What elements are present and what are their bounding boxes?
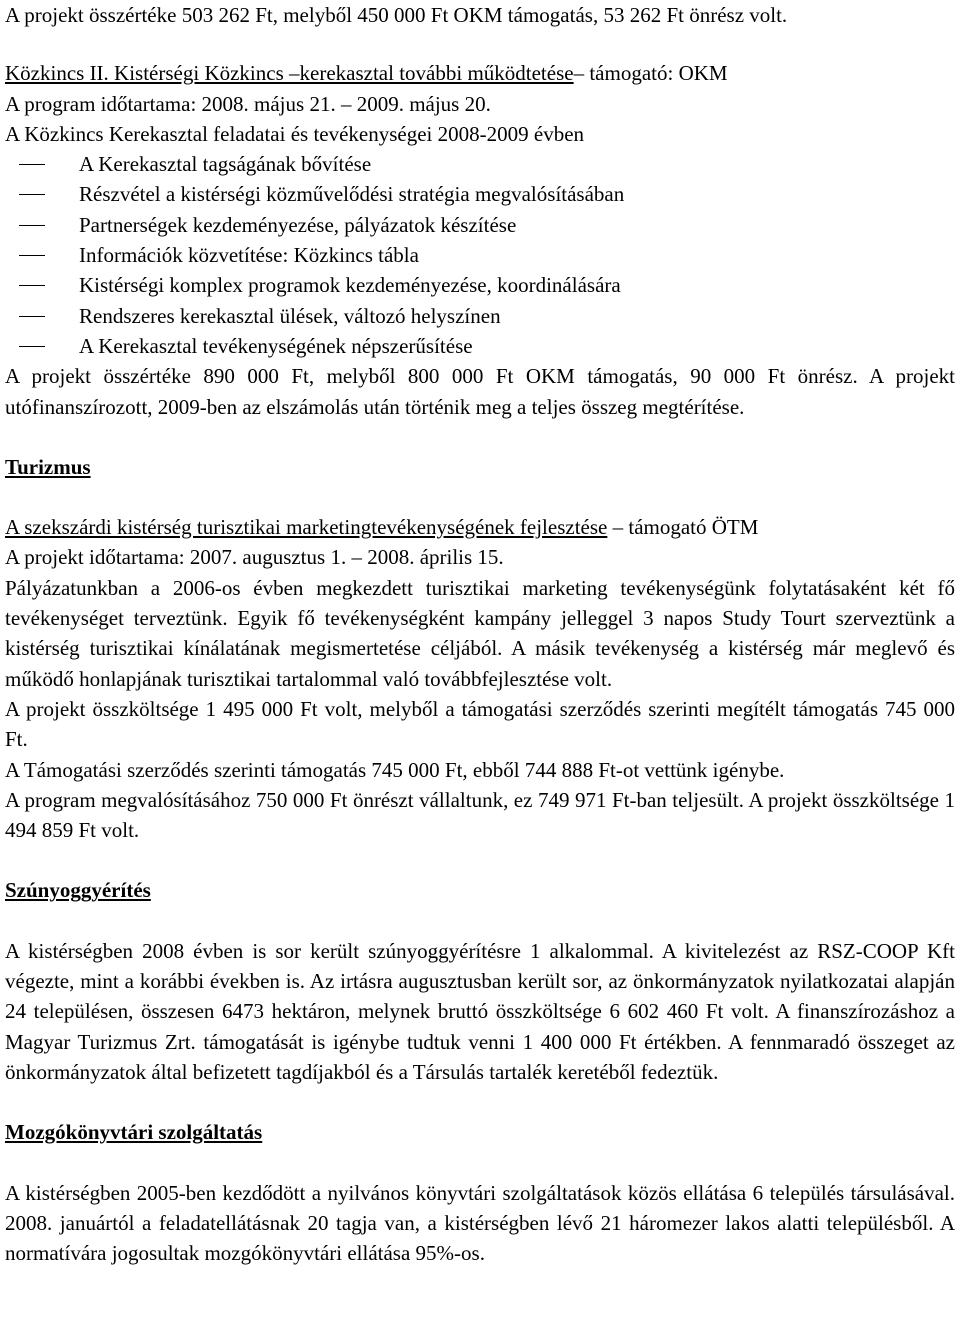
project-value-line: A projekt összértéke 503 262 Ft, melyből 450 000 Ft OKM támogatás, 53 262 Ft önrész volt.	[5, 3, 788, 27]
dash-bullet-icon	[19, 316, 45, 317]
dash-bullet-icon	[19, 255, 45, 256]
turizmus-paragraph-4: A program megvalósításához 750 000 Ft önrészt vállaltunk, ez 749 971 Ft-ban teljesült. A projekt összköltsége 1 494 859 Ft volt.	[5, 787, 955, 843]
kozkincs-duration: A program időtartama: 2008. május 21. – 2009. május 20.	[5, 91, 491, 116]
list-item-text: Információk közvetítése: Közkincs tábla	[79, 243, 419, 268]
kozkincs-task-list	[5, 149, 955, 361]
turizmus-title-rest: – támogató ÖTM	[612, 515, 759, 540]
list-item	[5, 149, 955, 179]
kozkincs-title-underlined: Közkincs II. Kistérségi Közkincs –kerekasztal további működtetése	[5, 61, 574, 86]
list-item-text: Kistérségi komplex programok kezdeményezése, koordinálására	[79, 273, 621, 298]
spacer	[5, 1087, 955, 1117]
list-item	[5, 331, 955, 361]
kozkincs-title	[5, 58, 955, 88]
turizmus-title-underlined: A szekszárdi kistérség turisztikai marketingtevékenységének fejlesztése	[5, 515, 608, 540]
dash-bullet-icon	[19, 285, 45, 286]
spacer	[5, 906, 955, 936]
spacer	[5, 845, 955, 875]
mozgo-heading: Mozgókönyvtári szolgáltatás	[5, 1120, 263, 1145]
list-item	[5, 270, 955, 300]
szunyog-heading: Szúnyoggyérítés	[5, 878, 151, 903]
kozkincs-title-rest: – támogató: OKM	[573, 61, 728, 86]
list-item-text: Rendszeres kerekasztal ülések, változó helyszínen	[79, 303, 501, 328]
mozgo-paragraph: A kistérségben 2005-ben kezdődött a nyilvános könyvtári szolgáltatások közös ellátása 6 település társulásával. 2008. januártól a feladatellátásnak 20 tagja van, a kistérségben lévő 21 háromezer lakos alatti településből. A normatívára jogosultak mozgókönyvtári ellátása 95%-os.	[5, 1180, 955, 1266]
spacer	[5, 30, 955, 58]
kozkincs-value-paragraph: A projekt összértéke 890 000 Ft, melyből 800 000 Ft OKM támogatás, 90 000 Ft önrész. A projekt utófinanszírozott, 2009-ben az elszámolás után történik meg a teljes összeg megtérítése.	[5, 364, 955, 419]
list-item-text: Részvétel a kistérségi közművelődési stratégia megvalósításában	[79, 182, 625, 207]
list-item-text: A Kerekasztal tevékenységének népszerűsítése	[79, 333, 473, 358]
turizmus-title	[5, 512, 955, 542]
turizmus-paragraph-2: A projekt összköltsége 1 495 000 Ft volt, melyből a támogatási szerződés szerinti megítélt támogatás 745 000 Ft.	[5, 696, 955, 752]
list-item	[5, 210, 955, 240]
kozkincs-tasks-intro: A Közkincs Kerekasztal feladatai és tevékenységei 2008-2009 évben	[5, 121, 585, 146]
list-item	[5, 179, 955, 209]
list-item	[5, 240, 955, 270]
dash-bullet-icon	[19, 346, 45, 347]
turizmus-paragraph-1: Pályázatunkban a 2006-os évben megkezdett turisztikai marketing tevékenységünk folytatásaként két fő tevékenységet terveztünk. Egyik fő tevékenységként kampány jelleggel 3 napos Study Tourt szerveztünk a kistérség turisztikai kínálatának megismertetése céljából. A másik tevékenység a kistérség már meglevő és működő honlapjának turisztikai tartalommal való továbbfejlesztése volt.	[5, 575, 955, 691]
list-item-text: A Kerekasztal tagságának bővítése	[79, 152, 372, 177]
spacer	[5, 482, 955, 512]
dash-bullet-icon	[19, 194, 45, 195]
list-item	[5, 301, 955, 331]
turizmus-paragraph-3: A Támogatási szerződés szerinti támogatás 745 000 Ft, ebből 744 888 Ft-ot vettünk igénybe.	[5, 757, 785, 782]
dash-bullet-icon	[19, 225, 45, 226]
spacer	[5, 422, 955, 452]
turizmus-duration: A projekt időtartama: 2007. augusztus 1. – 2008. április 15.	[5, 545, 504, 570]
spacer	[5, 1148, 955, 1178]
list-item-text: Partnerségek kezdeményezése, pályázatok készítése	[79, 212, 517, 237]
turizmus-heading: Turizmus	[5, 454, 91, 479]
dash-bullet-icon	[19, 164, 45, 165]
szunyog-paragraph: A kistérségben 2008 évben is sor került szúnyoggyérítésre 1 alkalommal. A kivitelezést az RSZ-COOP Kft végezte, mint a korábbi években is. Az irtásra augusztusban került sor, az önkormányzatok nyilatkozatai alapján 24 településen, összesen 6473 hektáron, melynek bruttó összköltsége 6 602 460 Ft volt. A finanszírozáshoz a Magyar Turizmus Zrt. támogatását is igénybe tudtuk venni 1 400 000 Ft értékben. A fennmaradó összeget az önkormányzatok által befizetett tagdíjakból és a Társulás tartalék keretéből fedeztük.	[5, 938, 955, 1084]
